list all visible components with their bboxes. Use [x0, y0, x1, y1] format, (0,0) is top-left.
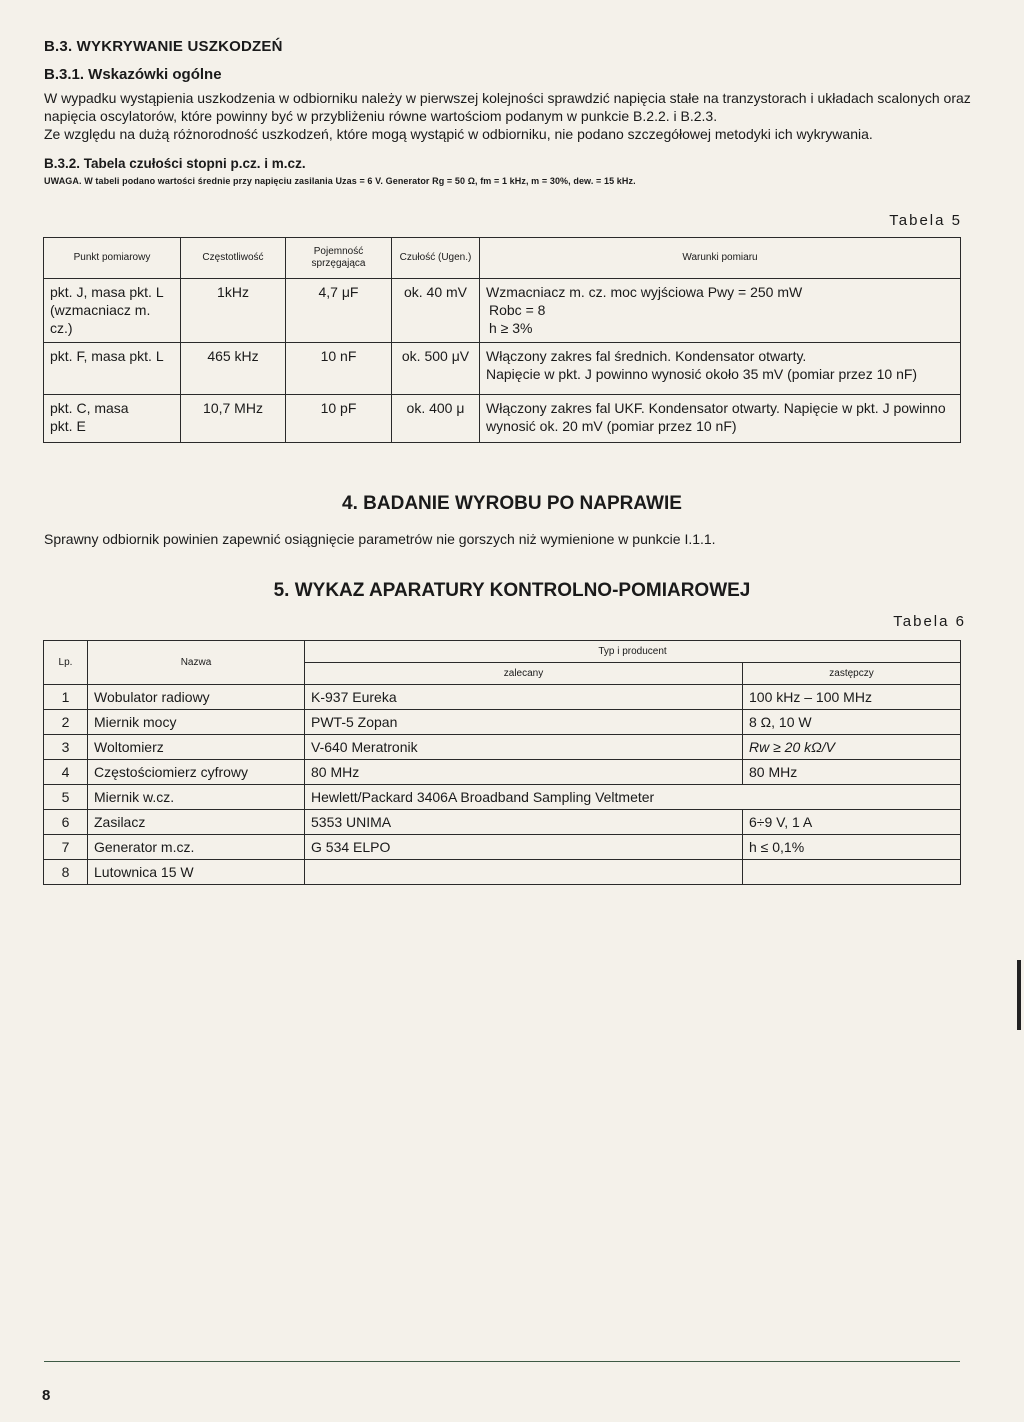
- cell-substitute: 6÷9 V, 1 A: [743, 810, 961, 835]
- paragraph-1b: Ze względu na dużą różnorodność uszkodzeń, które mogą wystąpić w odbiorniku, nie podano szczegółowej metodyki ich wykrywania.: [44, 126, 873, 142]
- header-frequency: Częstotliwość: [181, 238, 286, 279]
- cell-recommended: K-937 Eureka: [305, 685, 743, 710]
- table5-header-row: [44, 238, 961, 279]
- table-row: [44, 785, 961, 810]
- cell-recommended: [305, 860, 743, 885]
- paragraph-1a: W wypadku wystąpienia uszkodzenia w odbiorniku należy w pierwszej kolejności sprawdzić napięcia stałe na tranzystorach i układach scalonych oraz napięcia oscylatorów, które powinny być w przybliżeniu równe wartościom podanym w punkcie B.2.2. i B.2.3.: [44, 90, 971, 124]
- cell-recommended: PWT-5 Zopan: [305, 710, 743, 735]
- table6-header-row: [44, 641, 961, 663]
- cell-lp: 8: [44, 860, 88, 885]
- cell-name: Wobulator radiowy: [88, 685, 305, 710]
- header-sensitivity: Czułość (Ugen.): [392, 238, 480, 279]
- cell-recommended: V-640 Meratronik: [305, 735, 743, 760]
- cell-lp: 7: [44, 835, 88, 860]
- condition-line: Napięcie w pkt. J powinno wynosić około 35 mV (pomiar przez 10 nF): [486, 366, 918, 382]
- condition-line: Robc = 8: [489, 302, 546, 318]
- cell-lp: 5: [44, 785, 88, 810]
- table-row: [44, 395, 961, 443]
- cell-sensitivity: ok. 500 μV: [392, 343, 480, 395]
- cell-sensitivity: ok. 400 μ: [392, 395, 480, 443]
- cell-substitute: [743, 860, 961, 885]
- cell-name: Generator m.cz.: [88, 835, 305, 860]
- note-text: UWAGA. W tabeli podano wartości średnie przy napięciu zasilania Uzas = 6 V. Generator Rg = 50 Ω, fm = 1 kHz, m = 30%, dew. = 15 kHz.: [44, 176, 636, 186]
- cell-recommended: G 534 ELPO: [305, 835, 743, 860]
- table-row: [44, 760, 961, 785]
- cell-recommended: 5353 UNIMA: [305, 810, 743, 835]
- page-number: 8: [42, 1387, 51, 1404]
- cell-capacitance: 10 nF: [286, 343, 392, 395]
- cell-name: Miernik mocy: [88, 710, 305, 735]
- cell-recommended: 80 MHz: [305, 760, 743, 785]
- header-recommended: zalecany: [305, 663, 743, 685]
- cell-point: pkt. F, masa pkt. L: [44, 343, 181, 395]
- table-row: [44, 279, 961, 343]
- cell-conditions: [480, 343, 961, 395]
- section-5-title: 5. WYKAZ APARATURY KONTROLNO-POMIAROWEJ: [273, 580, 751, 601]
- cell-name: Częstościomierz cyfrowy: [88, 760, 305, 785]
- cell-name: Woltomierz: [88, 735, 305, 760]
- subsection-title-general: B.3.1. Wskazówki ogólne: [44, 66, 222, 83]
- cell-capacitance: 10 pF: [286, 395, 392, 443]
- table5-caption: Tabela 5: [889, 212, 962, 229]
- condition-line: Wzmacniacz m. cz. moc wyjściowa Pwy = 250 mW: [486, 284, 803, 300]
- header-measurement-point: Punkt pomiarowy: [44, 238, 181, 279]
- cell-lp: 2: [44, 710, 88, 735]
- cell-name: Lutownica 15 W: [88, 860, 305, 885]
- cell-lp: 3: [44, 735, 88, 760]
- general-paragraph: [44, 89, 974, 143]
- cell-substitute: Rw ≥ 20 kΩ/V: [743, 735, 961, 760]
- table-row: [44, 710, 961, 735]
- cell-substitute: 80 MHz: [743, 760, 961, 785]
- footer-rule: [44, 1361, 960, 1362]
- cell-conditions: [480, 279, 961, 343]
- cell-frequency: 465 kHz: [181, 343, 286, 395]
- table-row: [44, 685, 961, 710]
- header-substitute: zastępczy: [743, 663, 961, 685]
- cell-lp: 6: [44, 810, 88, 835]
- table-row: [44, 343, 961, 395]
- cell-capacitance: 4,7 μF: [286, 279, 392, 343]
- cell-substitute: 100 kHz – 100 MHz: [743, 685, 961, 710]
- table-row: [44, 835, 961, 860]
- header-type-producer: Typ i producent: [305, 641, 961, 663]
- table-row: [44, 735, 961, 760]
- cell-name: Miernik w.cz.: [88, 785, 305, 810]
- section-4-title: 4. BADANIE WYROBU PO NAPRAWIE: [342, 493, 682, 514]
- condition-line: Włączony zakres fal średnich. Kondensator otwarty.: [486, 348, 807, 364]
- section-title: B.3. WYKRYWANIE USZKODZEŃ: [44, 38, 283, 55]
- header-name: Nazwa: [88, 641, 305, 685]
- cell-recommended: Hewlett/Packard 3406A Broadband Sampling Veltmeter: [305, 785, 743, 810]
- header-lp: Lp.: [44, 641, 88, 685]
- sensitivity-table: [43, 237, 961, 443]
- scan-edge-mark: [1017, 960, 1021, 1030]
- cell-substitute: [743, 785, 961, 810]
- cell-substitute: h ≤ 0,1%: [743, 835, 961, 860]
- cell-name: Zasilacz: [88, 810, 305, 835]
- cell-sensitivity: ok. 40 mV: [392, 279, 480, 343]
- table-row: [44, 860, 961, 885]
- cell-lp: 4: [44, 760, 88, 785]
- cell-conditions: Włączony zakres fal UKF. Kondensator otwarty. Napięcie w pkt. J powinno wynosić ok. 20 mV (pomiar przez 10 nF): [480, 395, 961, 443]
- equipment-table: [43, 640, 961, 885]
- header-measurement-conditions: Warunki pomiaru: [480, 238, 961, 279]
- cell-frequency: 10,7 MHz: [181, 395, 286, 443]
- subsection-title-sensitivity: B.3.2. Tabela czułości stopni p.cz. i m.cz.: [44, 156, 306, 171]
- condition-line: h ≥ 3%: [489, 320, 533, 336]
- cell-lp: 1: [44, 685, 88, 710]
- cell-point: pkt. J, masa pkt. L (wzmacniacz m. cz.): [44, 279, 181, 343]
- cell-frequency: 1kHz: [181, 279, 286, 343]
- section-4-text: Sprawny odbiornik powinien zapewnić osiągnięcie parametrów nie gorszych niż wymienione w punkcie I.1.1.: [44, 531, 716, 547]
- table6-caption: Tabela 6: [893, 613, 966, 630]
- header-coupling-capacitance: Pojemność sprzęgająca: [286, 238, 392, 279]
- table-row: [44, 810, 961, 835]
- cell-point: pkt. C, masa pkt. E: [44, 395, 181, 443]
- cell-substitute: 8 Ω, 10 W: [743, 710, 961, 735]
